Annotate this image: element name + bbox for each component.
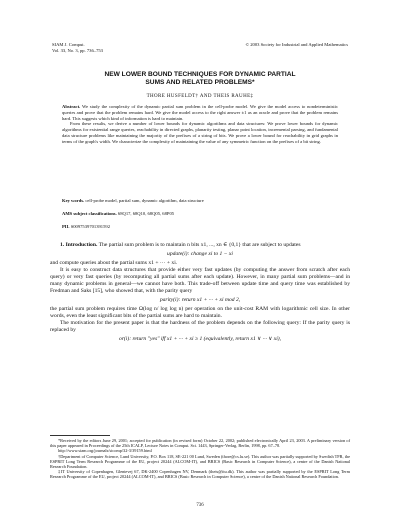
equation-parity: parity(i): return x1 + ··· + xi mod 2, bbox=[159, 297, 241, 303]
footnotes bbox=[50, 438, 350, 480]
abstract-paragraph-2: From these results, we derive a number of lower bounds for dynamic algorithms and data structures: We prove lower bounds for dynamic algorithms for existential range queries, reachability in directed graphs, planarity testing, planar point location, incremental parsing, and fundamental data structure problems like maintaining the majority of the prefixes of a string of bits. We prove a lower bound for reachability in grid graphs in terms of the graph's width. We characterize the complexity of maintaining the value of any symmetric function on the prefixes of a bit string. bbox=[62, 121, 338, 144]
pii-label: PII. bbox=[62, 224, 70, 229]
ams-label: AMS subject classifications. bbox=[62, 211, 117, 216]
keywords-label: Key words. bbox=[62, 198, 85, 203]
authors: THORE HUSFELDT† AND THEIS RAUHE‡ bbox=[146, 94, 254, 99]
intro-paragraph-4: the partial sum problem requires time Ω(log n/ log log n) per operation on the unit-cost RAM with logarithmic cell size. In other words, even the least significant bits of the partial sums are hard to maintain. bbox=[50, 306, 350, 319]
footnote-received: *Received by the editors June 29, 2001; accepted for publication (in revised form) October 22, 2002; published electronically April 23, 2003. A preliminary version of this paper appeared in Proceedings of the 25th ICALP, Lecture Notes in Comput. Sci. 1443, Springer-Verlag, Berlin, 1998, pp. 67–78. bbox=[50, 438, 350, 449]
journal-info bbox=[52, 42, 103, 53]
pii-text: S0097539701391592 bbox=[70, 224, 110, 229]
intro-paragraph-2: and compute queries about the partial sums x1 + ··· + xi. bbox=[50, 260, 178, 266]
ams-classification bbox=[62, 211, 338, 217]
abstract-label: Abstract. bbox=[62, 104, 81, 109]
abstract bbox=[62, 104, 338, 145]
footnote-author-2: ‡IT University of Copenhagen, Glentevej 67, DK-2400 Copenhagen NV, Denmark (theis@itu.dk). This author was partially supported by the ESPRIT Long Term Research Programme of the EU, project 20244 (ALCOM-IT), and BRICS (Basic Research in Computer Science), a centre of the Danish National Research Foundation. bbox=[50, 469, 350, 480]
journal-volume: Vol. 33, No. 3, pp. 736–753 bbox=[52, 47, 103, 53]
pii bbox=[62, 224, 338, 230]
abstract-paragraph-1 bbox=[62, 104, 338, 121]
ams-text: 68Q17, 68Q10, 68Q05, 68P05 bbox=[117, 211, 175, 216]
paper-title bbox=[70, 71, 330, 88]
intro-paragraph-1 bbox=[50, 242, 350, 249]
section-number: 1. bbox=[60, 242, 65, 248]
journal-name: SIAM J. Comput. bbox=[52, 42, 85, 47]
abstract-text-1: We study the complexity of the dynamic partial sum problem in the cell-probe model. We give the model access to nondeterministic queries and prove that the problem remains hard. We give the model access to the right answer ±1 as an oracle and prove that the problem remains hard. This suggests which kind of information is hard to maintain. bbox=[62, 104, 338, 121]
keywords-text: cell-probe model, partial sum, dynamic algorithm, data structure bbox=[85, 198, 204, 203]
title-line-2: SUMS AND RELATED PROBLEMS* bbox=[145, 79, 255, 87]
copyright-notice: © 2003 Society for Industrial and Applied Mathematics bbox=[245, 42, 348, 47]
footnote-divider bbox=[50, 435, 110, 436]
equation-update: update(i): change xi to 1 − xi bbox=[167, 251, 233, 257]
title-line-1: NEW LOWER BOUND TECHNIQUES FOR DYNAMIC PARTIAL bbox=[104, 71, 296, 78]
body-text bbox=[50, 242, 350, 345]
section-title: Introduction. bbox=[65, 242, 98, 248]
page-number: 736 bbox=[196, 503, 204, 508]
footnote-url: http://www.siam.org/journals/sicomp/32-3/39159.html bbox=[58, 448, 152, 454]
equation-or: or(i): return "yes" iff x1 + ··· + xi ≥ 1 (equivalently, return x1 ∨ ··· ∨ xi), bbox=[118, 336, 282, 342]
footnote-author-1: †Department of Computer Science, Lund University, P.O. Box 118, SE-221 00 Lund, Sweden (thore@cs.lu.se). This author was partially supported by Swedish TFR, the ESPRIT Long Term Research Programme of the EU, project 20244 (ALCOM-IT), and BRICS (Basic Research in Computer Science), a centre of the Danish National Research Foundation. bbox=[50, 453, 350, 470]
intro-text-1: The partial sum problem is to maintain n bits x1, ..., xn ∈ {0,1} that are subject to updates bbox=[98, 242, 301, 248]
intro-paragraph-3: It is easy to construct data structures that provide either very fast updates (by computing the answer from scratch after each query) or very fast queries (by recomputing all partial sums after each update). However, in many partial sum problems—and in many dynamic problems in general—we cannot have both. This trade-off between update time and query time was established by Fredman and Saks [15], who showed that, with the parity query bbox=[50, 267, 350, 294]
intro-paragraph-5: The motivation for the present paper is that the hardness of the problem depends on the following query: If the parity query is replaced by bbox=[50, 320, 350, 333]
keywords bbox=[62, 198, 338, 204]
